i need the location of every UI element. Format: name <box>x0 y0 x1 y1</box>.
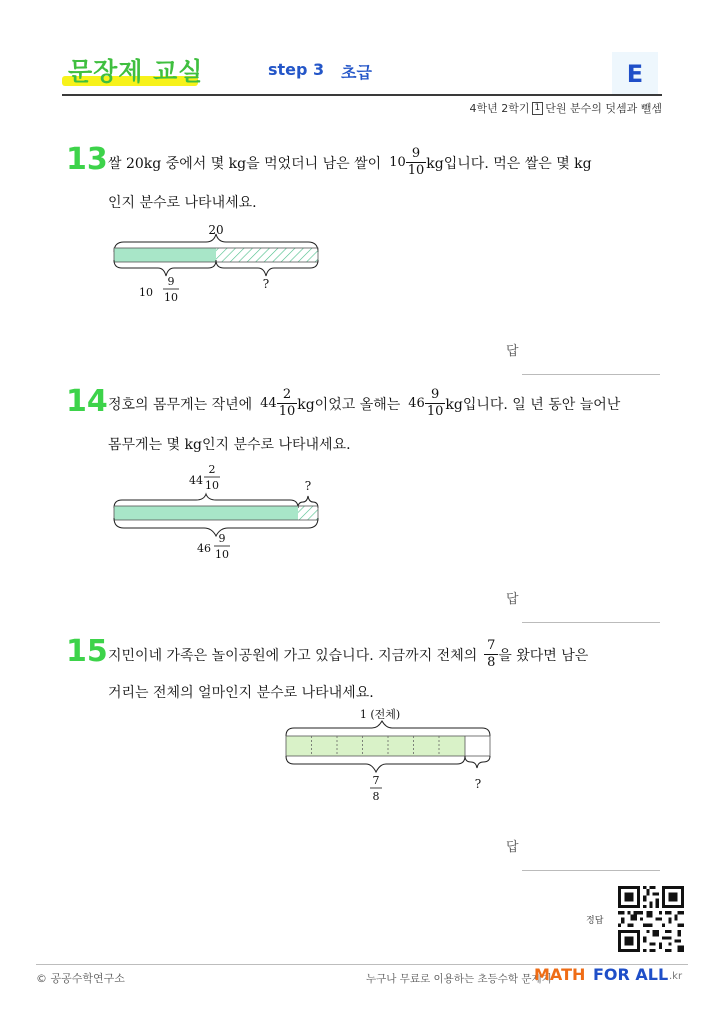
answer-line[interactable] <box>522 870 660 871</box>
unknown-mark: ? <box>262 277 270 291</box>
page-title: 문장제 교실 <box>68 57 204 86</box>
bar-filled <box>114 506 298 520</box>
header-divider <box>62 94 662 96</box>
fraction-numerator: 2 <box>208 464 216 476</box>
problem-text-line1 <box>108 146 592 179</box>
footer-tagline: 누구나 무료로 이용하는 초등수학 문제지 <box>366 973 552 985</box>
bar-diagram-14 <box>100 464 340 574</box>
answer-label: 답 <box>506 840 519 855</box>
unit-prefix: 4학년 2학기 <box>469 102 530 115</box>
mixed-number-whole: 44 <box>189 474 203 487</box>
problem-text-line2: 몸무게는 몇 kg인지 분수로 나타내세요. <box>108 437 351 453</box>
problem-text: 정호의 몸무게는 작년에 <box>108 396 253 413</box>
problem-text: kg입니다. 먹은 쌀은 몇 kg <box>426 155 592 172</box>
fraction-denominator: 8 <box>372 790 380 803</box>
answer-key-label: 정답 <box>586 916 604 926</box>
brand-logo-kr: .kr <box>669 971 683 982</box>
fraction-numerator: 7 <box>487 638 496 653</box>
bar-diagram-15 <box>276 702 506 812</box>
problem-number: 14 <box>66 384 108 419</box>
bar-hatched <box>216 248 318 262</box>
answer-line[interactable] <box>522 622 660 623</box>
problem-text: 지민이네 가족은 놀이공원에 가고 있습니다. 지금까지 전체의 <box>108 647 478 664</box>
fraction <box>426 387 445 420</box>
bottom-brace <box>114 518 318 536</box>
answer-label: 답 <box>506 344 519 359</box>
fraction <box>407 146 426 179</box>
fraction-numerator: 2 <box>282 387 292 402</box>
fraction-denominator: 10 <box>407 163 425 178</box>
unknown-mark: ? <box>304 479 312 493</box>
problem-text: 을 왔다면 남은 <box>498 647 589 664</box>
bar-filled <box>286 736 465 756</box>
bar-diagram-13 <box>100 222 340 312</box>
unknown-mark: ? <box>474 777 482 791</box>
level-label: 초급 <box>341 63 372 82</box>
fraction-numerator: 9 <box>218 532 226 545</box>
problem-text-line1 <box>108 387 620 420</box>
fraction-numerator: 9 <box>430 387 440 402</box>
answer-label: 답 <box>506 592 519 607</box>
problem-text: kg이었고 올해는 <box>297 396 401 413</box>
problem-number: 13 <box>66 142 108 177</box>
unit-name: 단원 분수의 덧셈과 뺄셈 <box>545 102 662 115</box>
fraction-numerator: 7 <box>372 774 380 787</box>
problem-text: 쌀 20kg 중에서 몇 kg을 먹었더니 남은 쌀이 <box>108 155 382 172</box>
fraction-denominator: 10 <box>205 479 219 492</box>
bar-hatched <box>298 506 318 520</box>
level-badge: E <box>612 52 658 96</box>
fraction-numerator: 9 <box>167 275 175 288</box>
qr-code-icon[interactable] <box>618 886 684 952</box>
fraction-denominator: 8 <box>487 655 496 670</box>
bottom-brace-left <box>286 756 465 772</box>
copyright-text: © 공공수학연구소 <box>36 972 125 985</box>
bottom-brace-right <box>465 756 490 768</box>
top-brace <box>286 721 490 736</box>
problem-text-line2: 인지 분수로 나타내세요. <box>108 195 257 211</box>
problem-text-line1 <box>108 638 588 671</box>
answer-line[interactable] <box>522 374 660 375</box>
mixed-number-whole: 46 <box>197 542 211 555</box>
unit-caption <box>470 100 662 116</box>
step-label: step 3 <box>268 60 325 79</box>
fraction-denominator: 10 <box>426 404 444 419</box>
fraction <box>278 387 297 420</box>
mixed-number-whole: 44 <box>260 396 277 411</box>
footer-divider <box>36 964 688 965</box>
brand-logo-forall: FOR ALL <box>593 965 669 984</box>
bar-filled <box>114 248 216 262</box>
fraction-denominator: 10 <box>164 291 178 304</box>
problem-text: kg입니다. 일 년 동안 늘어난 <box>445 396 621 413</box>
fraction-numerator: 9 <box>411 146 421 161</box>
brand-logo-math: MATH <box>534 965 586 984</box>
problem-number: 15 <box>66 634 108 669</box>
fraction <box>485 638 497 671</box>
diagram-top-label: 20 <box>208 223 224 237</box>
unit-number-box: 1 <box>532 102 544 115</box>
diagram-top-label: 1 (전체) <box>359 708 401 721</box>
mixed-number-whole: 10 <box>139 286 153 299</box>
problem-text-line2: 거리는 전체의 얼마인지 분수로 나타내세요. <box>108 685 374 701</box>
fraction-denominator: 10 <box>278 404 296 419</box>
bar-empty <box>465 736 490 756</box>
mixed-number-whole: 46 <box>408 396 425 411</box>
fraction-denominator: 10 <box>215 548 229 561</box>
mixed-number-whole: 10 <box>389 155 406 170</box>
